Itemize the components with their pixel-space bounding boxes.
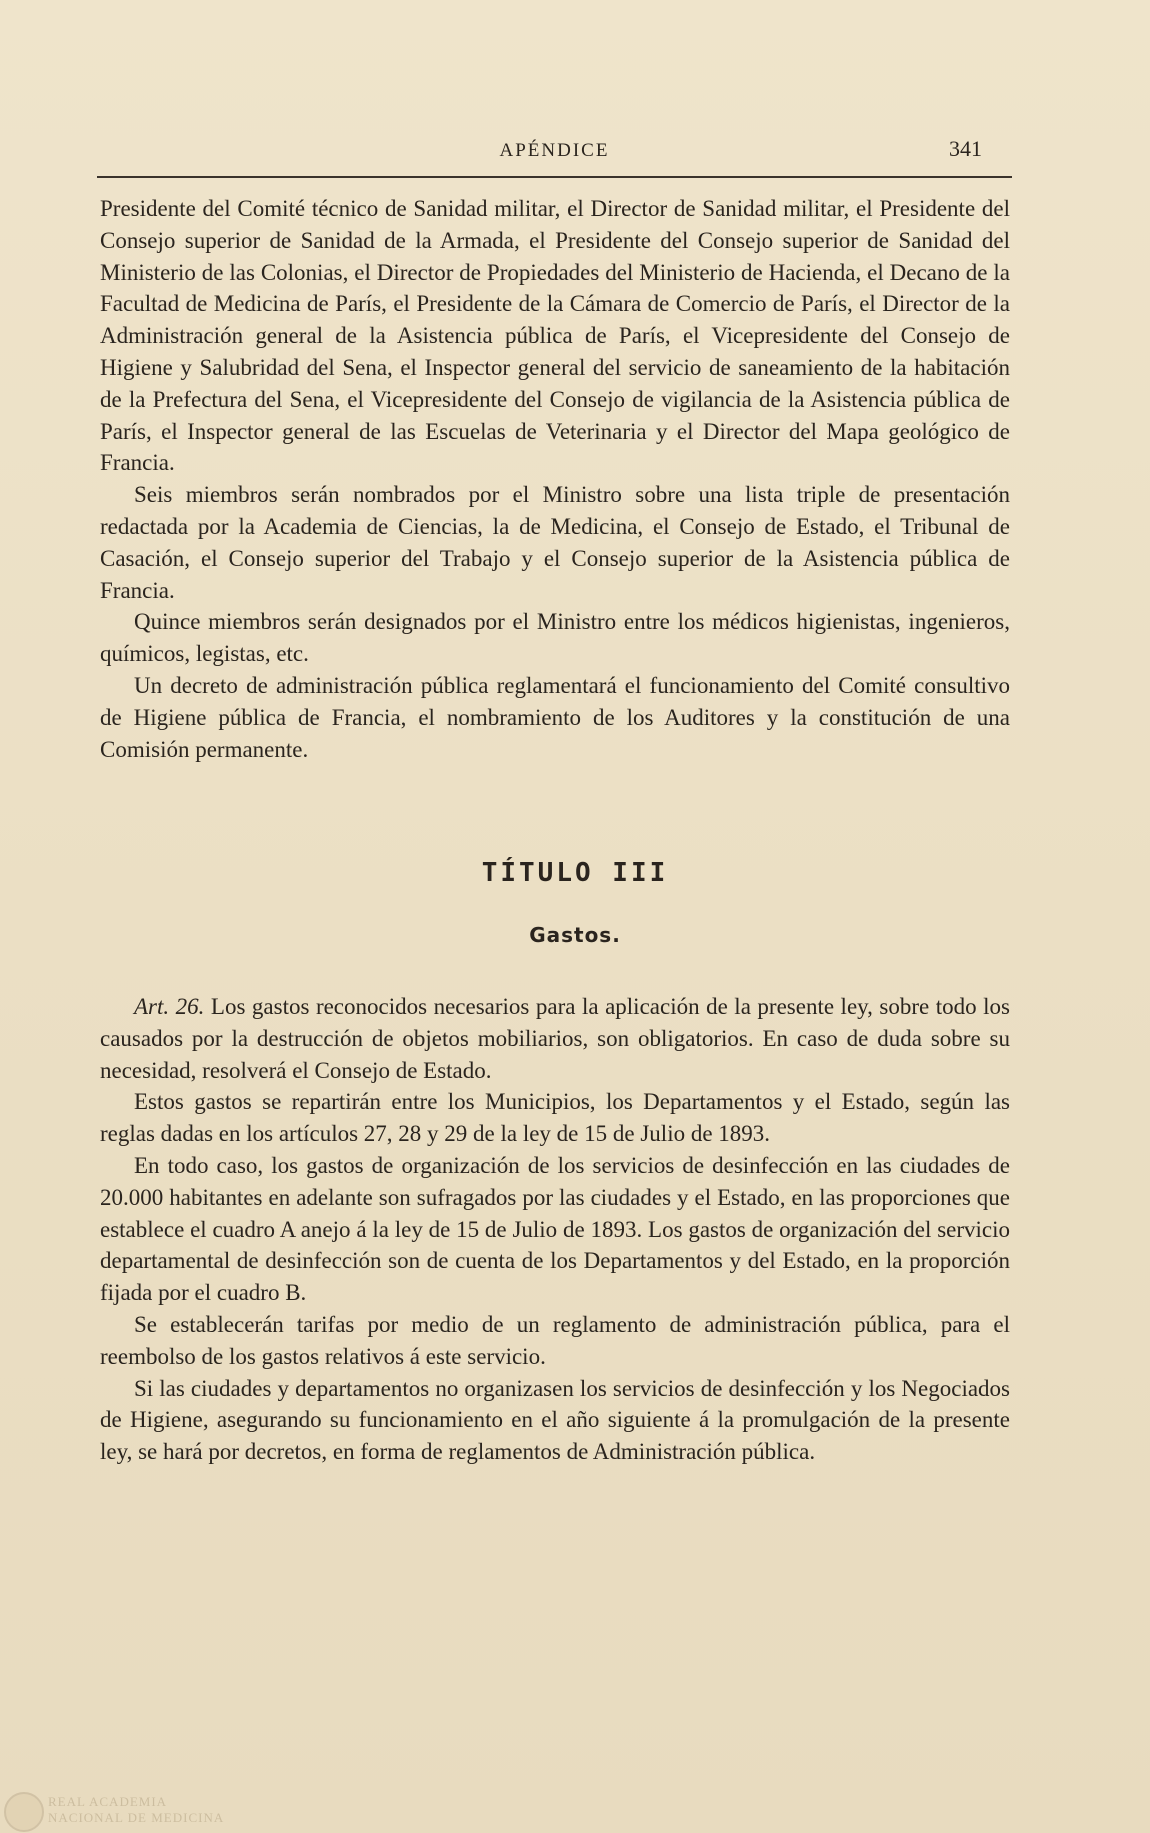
page-header: [97, 136, 1012, 170]
header-rule: [97, 176, 1012, 178]
section-2-text: [100, 991, 1010, 1468]
page-number: 341: [949, 136, 982, 161]
paragraph: Seis miembros serán nombrados por el Ministro sobre una lista triple de presentación redactada por la Academia de Ciencias, la de Medicina, el Consejo de Estado, el Tribunal de Casación, el Consejo superior del Trabajo y el Consejo superior de la Asistencia pública de Francia.: [100, 482, 1010, 603]
seal-icon: [4, 1792, 44, 1832]
article-text: Los gastos reconocidos necesarios para la aplicación de la presente ley, sobre todo los causados por la destrucción de objetos mobiliarios, son obligatorios. En caso de duda sobre su necesidad, resolverá el Consejo de Estado.: [100, 994, 1010, 1083]
paragraph: En todo caso, los gastos de organización de los servicios de desinfección en las ciudades de 20.000 habitantes en adelante son sufragados por las ciudades y el Estado, en las proporciones que establece el cuadro A anejo á la ley de 15 de Julio de 1893. Los gastos de organización del servicio departamental de desinfección son de cuenta de los Departamentos y del Estado, en la proporción fijada por el cuadro B.: [100, 1152, 1010, 1306]
stamp-line-1: REAL ACADEMIA: [48, 1794, 168, 1809]
paragraph: Estos gastos se repartirán entre los Municipios, los Departamentos y el Estado, según las reglas dadas en los artículos 27, 28 y 29 de la ley de 15 de Julio de 1893.: [100, 1089, 1010, 1147]
section-title: TÍTULO III: [481, 858, 669, 888]
section-subtitle: Gastos.: [529, 923, 621, 947]
library-stamp: [4, 1790, 254, 1830]
section-1-text: [100, 193, 1010, 765]
article-paragraph: [100, 991, 1010, 1086]
paragraph: Un decreto de administración pública reglamentará el funcionamiento del Comité consultivo de Higiene pública de Francia, el nombramiento de los Auditores y la constitución de una Comisión permanente.: [100, 672, 1010, 762]
paragraph: Presidente del Comité técnico de Sanidad militar, el Director de Sanidad militar, el Presidente del Consejo superior de Sanidad de la Armada, el Presidente del Consejo superior de Sanidad del Ministerio de las Colonias, el Director de Propiedades del Ministerio de Hacienda, el Decano de la Facultad de Medicina de París, el Presidente de la Cámara de Comercio de París, el Director de la Administración general de la Asistencia pública de París, el Vicepresidente del Consejo de Higiene y Salubridad del Sena, el Inspector general del servicio de saneamiento de la habitación de la Prefectura del Sena, el Vicepresidente del Consejo de vigilancia de la Asistencia pública de París, el Inspector general de las Escuelas de Veterinaria y el Director del Mapa geológico de Francia.: [100, 196, 1010, 476]
paragraph: Quince miembros serán designados por el Ministro entre los médicos higienistas, ingenieros, químicos, legistas, etc.: [100, 609, 1010, 667]
paragraph: Si las ciudades y departamentos no organizasen los servicios de desinfección y los Negociados de Higiene, asegurando su funcionamiento en el año siguiente á la promulgación de la presente ley, se hará por decretos, en forma de reglamentos de Administración pública.: [100, 1375, 1010, 1465]
running-title: APÉNDICE: [499, 140, 610, 161]
stamp-line-2: NACIONAL DE MEDICINA: [48, 1810, 225, 1825]
paragraph: Se establecerán tarifas por medio de un reglamento de administración pública, para el reembolso de los gastos relativos á este servicio.: [100, 1311, 1010, 1369]
article-label: Art. 26.: [134, 994, 205, 1019]
